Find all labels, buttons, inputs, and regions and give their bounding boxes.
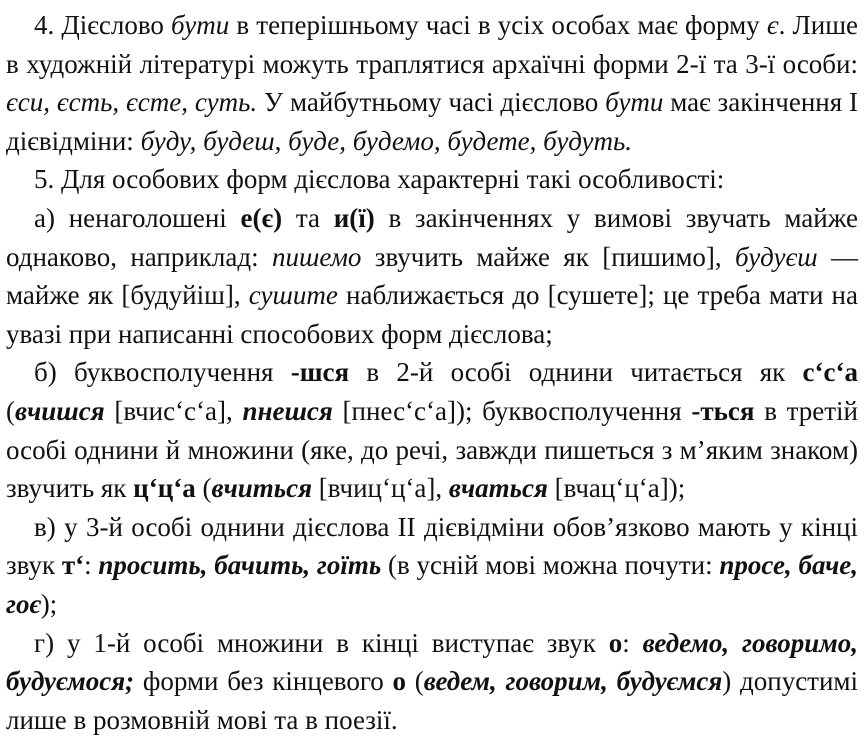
list-item-b-shsia-tsia bbox=[6, 353, 858, 507]
text-run: е(є) bbox=[240, 202, 283, 233]
text-run: и(ї) bbox=[333, 202, 375, 233]
text-run: . Лише в художній літературі можуть траплятися архаїчні форми 2-ї та 3-ї особи: bbox=[6, 10, 859, 79]
text-run: ); bbox=[40, 588, 58, 619]
text-run: в) у 3-й особі однини дієслова ІІ дієвідміни обов’язково мають у кінці звук bbox=[6, 511, 858, 581]
text-run: (в усній мові можна почути: bbox=[381, 550, 720, 581]
text-run: просить, бачить, гоїть bbox=[98, 550, 382, 581]
text-run: ( bbox=[195, 473, 212, 504]
text-run: б) буквосполучення bbox=[34, 357, 291, 388]
text-run: [вчис‘с‘а], bbox=[104, 395, 243, 426]
text-run: в теперішньому часі в усіх особах має форму bbox=[229, 10, 767, 40]
text-run: пнешся bbox=[242, 395, 333, 426]
text-run: [вчиц‘ц‘а], bbox=[312, 473, 449, 504]
text-run: о bbox=[392, 666, 407, 697]
text-run: має закінчення І дієвідміни: bbox=[6, 87, 858, 156]
text-run: ведем, говорим, будуємся bbox=[423, 666, 723, 697]
text-run: т‘ bbox=[61, 550, 85, 581]
text-run: звучить майже як [пишимо], bbox=[361, 241, 736, 272]
text-run: [вчац‘ц‘а]); bbox=[547, 473, 686, 504]
text-run: в 2-й особі однини читається як bbox=[349, 357, 803, 388]
text-run: вчиться bbox=[211, 473, 313, 504]
text-run: наближається до [сушете]; це треба мати на увазі при написанні способових форм дієслова; bbox=[6, 280, 858, 349]
text-run: ( bbox=[406, 666, 424, 697]
text-run: в третій особі однини й множини (яке, до речі, завжди пишеться з м’яким знаком) звучить як bbox=[6, 395, 858, 504]
text-run: пишемо bbox=[272, 241, 362, 272]
text-run: г) у 1-й особі множини в кінці виступає звук bbox=[34, 627, 609, 658]
text-run: ведемо, говоримо, будуємося; bbox=[6, 627, 858, 697]
text-run: : bbox=[84, 550, 99, 581]
list-item-a-unstressed-vowels bbox=[6, 199, 858, 353]
text-run: форми без кінцевого bbox=[134, 666, 393, 697]
text-run: буду, будеш, буде, будемо, будете, будуть. bbox=[140, 125, 633, 156]
paragraph-personal-forms-intro bbox=[6, 160, 858, 199]
text-run: є bbox=[766, 10, 779, 40]
text-run: ц‘ц‘а bbox=[133, 473, 196, 504]
text-run: єси, єсть, єсте, суть. bbox=[6, 87, 258, 118]
text-run: сушите bbox=[248, 280, 338, 311]
text-run: бути bbox=[171, 10, 230, 40]
text-run: -шся bbox=[290, 357, 350, 388]
text-run: -ться bbox=[691, 395, 755, 426]
text-run: ) допустимі лише в розмовній мові та в поезії. bbox=[6, 666, 859, 735]
text-run: У майбутньому часі дієслово bbox=[257, 87, 606, 118]
text-run: в закінченнях у вимові звучать майже однаково, наприклад: bbox=[6, 202, 858, 272]
paragraph-verb-buty bbox=[6, 6, 858, 160]
text-run: : bbox=[622, 627, 643, 658]
text-run: о bbox=[608, 627, 623, 658]
text-run: [пнес‘с‘а]); буквосполучення bbox=[332, 395, 692, 426]
text-run: бути bbox=[605, 87, 664, 118]
text-run: будуєш bbox=[735, 241, 818, 272]
list-item-g-first-person-plural-o bbox=[6, 624, 858, 740]
text-run: та bbox=[282, 202, 334, 233]
text-run: просе, баче, гоє bbox=[6, 550, 859, 619]
list-item-v-third-person-t bbox=[6, 508, 858, 624]
text-run: — майже як [будуйіш], bbox=[6, 241, 858, 311]
text-run: вчишся bbox=[15, 395, 105, 426]
text-run: 5. Для особових форм дієслова характерні такі особливості: bbox=[34, 164, 725, 195]
text-run: а) ненаголошені bbox=[34, 202, 241, 233]
text-run: с‘с‘а bbox=[802, 357, 858, 388]
text-run: ( bbox=[6, 395, 15, 426]
text-run: вчаться bbox=[448, 473, 548, 504]
text-run: 4. Дієслово bbox=[34, 10, 172, 40]
